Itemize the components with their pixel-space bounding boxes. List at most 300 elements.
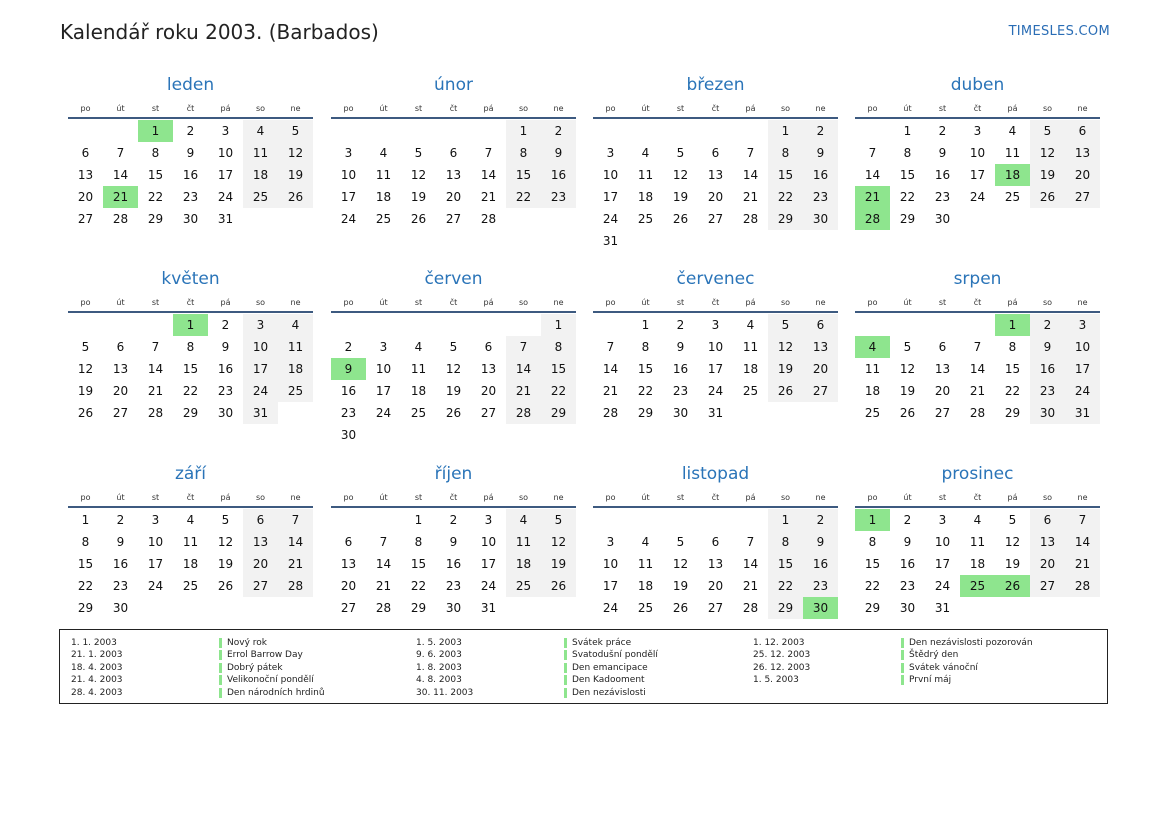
day-cell: 5 [541,509,576,531]
day-cell: 15 [768,164,803,186]
day-cell: 18 [742,362,759,376]
day-cell: 20 [803,358,838,380]
weekday-label: po [867,104,878,113]
day-cell: 1 [641,318,650,332]
day-cell: 5 [1008,513,1017,527]
day-cell: 31 [934,601,951,615]
day-cell: 2 [938,124,947,138]
day-cell: 5 [221,513,230,527]
day-cell: 2 [541,120,576,142]
day-cell: 3 [1065,314,1100,336]
weekday-label: st [414,493,423,502]
day-cell: 14 [278,531,313,553]
weekday-label: út [641,493,650,502]
day-cell: 27 [243,575,278,597]
day-cell: 6 [449,146,458,160]
day-cell: 9 [449,535,458,549]
month-name: září [174,464,207,484]
legend-holiday-name: Errol Barrow Day [219,649,303,661]
day-cell: 2 [1030,314,1065,336]
day-cell: 11 [742,340,759,354]
holiday-day-cell: 18 [995,164,1030,186]
day-cell: 14 [742,168,759,182]
day-cell: 22 [410,579,427,593]
day-cell: 29 [768,208,803,230]
day-cell: 25 [410,406,427,420]
weekday-label: pá [220,104,231,113]
day-cell: 4 [186,513,195,527]
day-cell: 19 [672,190,689,204]
legend-holiday-name: Den nezávislosti pozorován [901,637,1033,649]
day-cell: 18 [375,190,392,204]
weekday-label: so [255,493,266,502]
day-cell: 6 [243,509,278,531]
day-cell: 14 [112,168,129,182]
day-cell: 3 [379,340,388,354]
day-cell: 28 [278,575,313,597]
weekday-label: so [1042,104,1053,113]
weekday-label: so [1042,493,1053,502]
day-cell: 16 [672,362,689,376]
day-cell: 28 [506,402,541,424]
day-cell: 27 [1030,575,1065,597]
day-cell: 12 [445,362,462,376]
weekday-label: ne [290,104,301,113]
day-cell: 3 [344,146,353,160]
day-cell: 29 [637,406,654,420]
day-cell: 20 [1030,553,1065,575]
weekday-label: ne [290,493,301,502]
day-cell: 30 [112,601,129,615]
day-cell: 1 [768,509,803,531]
day-cell: 7 [379,535,388,549]
day-cell: 21 [480,190,497,204]
day-cell: 22 [899,190,916,204]
day-cell: 21 [742,190,759,204]
day-cell: 28 [1065,575,1100,597]
site-link[interactable]: TIMESLES.COM [1008,24,1110,39]
day-cell: 5 [676,535,685,549]
weekday-label: čt [449,298,458,307]
day-cell: 30 [803,208,838,230]
day-cell: 7 [278,509,313,531]
weekday-label: po [605,298,616,307]
day-cell: 27 [1065,186,1100,208]
day-cell: 13 [1030,531,1065,553]
day-cell: 29 [77,601,94,615]
day-cell: 1 [903,124,912,138]
day-cell: 13 [77,168,94,182]
weekday-label: út [116,298,125,307]
day-cell: 25 [1004,190,1021,204]
legend-date: 1. 5. 2003 [753,675,799,686]
day-cell: 14 [969,362,986,376]
day-cell: 5 [414,146,423,160]
day-cell: 8 [903,146,912,160]
day-cell: 19 [768,358,803,380]
day-cell: 11 [506,531,541,553]
day-cell: 13 [243,531,278,553]
day-cell: 24 [340,212,357,226]
day-cell: 23 [672,384,689,398]
day-cell: 14 [1065,531,1100,553]
day-cell: 17 [375,384,392,398]
day-cell: 15 [410,557,427,571]
day-cell: 21 [375,579,392,593]
holiday-day-cell: 1 [138,120,173,142]
day-cell: 11 [864,362,881,376]
weekday-label: so [255,104,266,113]
holiday-legend [59,629,1108,704]
day-cell: 23 [541,186,576,208]
day-cell: 29 [182,406,199,420]
day-cell: 20 [77,190,94,204]
month-header-rule [68,311,313,313]
day-cell: 4 [746,318,755,332]
day-cell: 27 [340,601,357,615]
weekday-label: út [903,298,912,307]
day-cell: 17 [707,362,724,376]
day-cell: 13 [707,168,724,182]
weekday-label: po [605,104,616,113]
day-cell: 18 [506,553,541,575]
day-cell: 24 [969,190,986,204]
day-cell: 17 [217,168,234,182]
day-cell: 29 [410,601,427,615]
weekday-label: pá [1007,104,1018,113]
legend-date: 21. 4. 2003 [71,675,123,686]
day-cell: 19 [445,384,462,398]
day-cell: 10 [375,362,392,376]
day-cell: 18 [637,579,654,593]
day-cell: 7 [746,146,755,160]
day-cell: 9 [1030,336,1065,358]
legend-holiday-name: Den národních hrdinů [219,687,325,699]
day-cell: 31 [217,212,234,226]
weekday-label: út [116,493,125,502]
day-cell: 26 [541,575,576,597]
day-cell: 8 [186,340,195,354]
legend-date: 1. 12. 2003 [753,638,805,648]
weekday-label: út [641,104,650,113]
day-cell: 9 [116,535,125,549]
day-cell: 30 [445,601,462,615]
weekday-label: čt [973,298,982,307]
day-cell: 12 [1030,142,1065,164]
day-cell: 4 [973,513,982,527]
day-cell: 20 [112,384,129,398]
weekday-label: út [903,493,912,502]
day-cell: 22 [864,579,881,593]
weekday-label: čt [449,493,458,502]
day-cell: 30 [934,212,951,226]
day-cell: 24 [480,579,497,593]
day-cell: 14 [506,358,541,380]
day-cell: 29 [1004,406,1021,420]
weekday-label: út [116,104,125,113]
day-cell: 16 [1030,358,1065,380]
day-cell: 8 [768,142,803,164]
day-cell: 15 [864,557,881,571]
day-cell: 12 [1004,535,1021,549]
day-cell: 25 [637,212,654,226]
day-cell: 10 [602,168,619,182]
weekday-label: ne [815,298,826,307]
legend-date: 25. 12. 2003 [753,650,811,661]
day-cell: 12 [278,142,313,164]
day-cell: 29 [147,212,164,226]
weekday-label: pá [1007,493,1018,502]
day-cell: 10 [969,146,986,160]
day-cell: 12 [768,336,803,358]
day-cell: 18 [969,557,986,571]
day-cell: 9 [541,142,576,164]
weekday-label: ne [553,298,564,307]
month-name: červenec [676,269,755,289]
day-cell: 7 [484,146,493,160]
day-cell: 4 [379,146,388,160]
day-cell: 8 [868,535,877,549]
month-header-rule [855,506,1100,508]
day-cell: 2 [803,120,838,142]
day-cell: 7 [116,146,125,160]
legend-date: 26. 12. 2003 [753,662,811,673]
day-cell: 7 [151,340,160,354]
day-cell: 28 [147,406,164,420]
day-cell: 18 [243,164,278,186]
day-cell: 15 [506,164,541,186]
day-cell: 23 [340,406,357,420]
day-cell: 15 [637,362,654,376]
legend-holiday-name: Štědrý den [901,649,958,661]
day-cell: 17 [1065,358,1100,380]
day-cell: 20 [480,384,497,398]
day-cell: 13 [112,362,129,376]
day-cell: 5 [676,146,685,160]
day-cell: 19 [1030,164,1065,186]
day-cell: 31 [243,402,278,424]
holiday-day-cell: 21 [103,186,138,208]
day-cell: 30 [182,212,199,226]
weekday-label: so [518,104,529,113]
day-cell: 21 [147,384,164,398]
day-cell: 29 [864,601,881,615]
legend-holiday-name: Svátek práce [564,637,631,649]
day-cell: 15 [182,362,199,376]
day-cell: 31 [707,406,724,420]
day-cell: 11 [637,557,654,571]
day-cell: 3 [606,535,615,549]
day-cell: 6 [711,146,720,160]
day-cell: 12 [672,557,689,571]
weekday-label: po [867,493,878,502]
day-cell: 15 [1004,362,1021,376]
month-name: prosinec [941,464,1014,484]
day-cell: 25 [864,406,881,420]
day-cell: 3 [151,513,160,527]
day-cell: 8 [768,531,803,553]
day-cell: 12 [541,531,576,553]
day-cell: 20 [707,190,724,204]
day-cell: 2 [186,124,195,138]
day-cell: 17 [147,557,164,571]
day-cell: 22 [541,380,576,402]
month-name: říjen [434,464,473,484]
day-cell: 28 [969,406,986,420]
day-cell: 6 [1030,509,1065,531]
weekday-label: st [151,298,160,307]
day-cell: 5 [278,120,313,142]
legend-date: 18. 4. 2003 [71,662,123,673]
day-cell: 28 [375,601,392,615]
day-cell: 21 [742,579,759,593]
day-cell: 25 [506,575,541,597]
weekday-label: ne [1077,104,1088,113]
day-cell: 6 [1065,120,1100,142]
weekday-label: ne [815,104,826,113]
legend-holiday-name: Nový rok [219,637,267,649]
day-cell: 19 [77,384,94,398]
day-cell: 18 [278,358,313,380]
day-cell: 8 [81,535,90,549]
month-header-rule [593,506,838,508]
day-cell: 23 [899,579,916,593]
day-cell: 7 [868,146,877,160]
day-cell: 6 [938,340,947,354]
weekday-label: pá [745,298,756,307]
legend-date: 1. 1. 2003 [71,638,117,648]
weekday-label: čt [711,493,720,502]
day-cell: 18 [864,384,881,398]
day-cell: 6 [484,340,493,354]
day-cell: 11 [410,362,427,376]
weekday-label: st [151,493,160,502]
month-header-rule [331,117,576,119]
holiday-day-cell: 30 [803,597,838,619]
weekday-label: st [414,298,423,307]
day-cell: 16 [340,384,357,398]
day-cell: 26 [217,579,234,593]
day-cell: 27 [445,212,462,226]
day-cell: 12 [672,168,689,182]
day-cell: 4 [1008,124,1017,138]
day-cell: 14 [480,168,497,182]
day-cell: 21 [506,380,541,402]
legend-date: 9. 6. 2003 [416,650,462,661]
day-cell: 4 [243,120,278,142]
month-name: květen [161,269,220,289]
day-cell: 16 [934,168,951,182]
day-cell: 9 [903,535,912,549]
legend-date: 1. 5. 2003 [416,638,462,648]
day-cell: 9 [221,340,230,354]
day-cell: 24 [707,384,724,398]
weekday-label: po [343,104,354,113]
day-cell: 13 [1065,142,1100,164]
day-cell: 26 [768,380,803,402]
day-cell: 2 [803,509,838,531]
holiday-day-cell: 28 [855,208,890,230]
weekday-label: čt [186,104,195,113]
day-cell: 25 [278,380,313,402]
day-cell: 28 [602,406,619,420]
day-cell: 6 [803,314,838,336]
legend-holiday-name: Svatodušní pondělí [564,649,658,661]
day-cell: 9 [676,340,685,354]
day-cell: 11 [182,535,199,549]
day-cell: 19 [278,164,313,186]
day-cell: 11 [1004,146,1021,160]
day-cell: 16 [803,553,838,575]
day-cell: 10 [1065,336,1100,358]
weekday-label: ne [553,104,564,113]
day-cell: 22 [77,579,94,593]
weekday-label: čt [973,104,982,113]
day-cell: 28 [742,601,759,615]
day-cell: 10 [602,557,619,571]
month-header-rule [855,311,1100,313]
weekday-label: čt [449,104,458,113]
day-cell: 15 [899,168,916,182]
day-cell: 16 [445,557,462,571]
day-cell: 28 [480,212,497,226]
day-cell: 24 [1065,380,1100,402]
day-cell: 7 [746,535,755,549]
weekday-label: st [676,104,685,113]
day-cell: 26 [278,186,313,208]
weekday-label: ne [815,493,826,502]
day-cell: 25 [375,212,392,226]
day-cell: 5 [903,340,912,354]
day-cell: 25 [243,186,278,208]
day-cell: 27 [707,212,724,226]
day-cell: 8 [151,146,160,160]
day-cell: 19 [672,579,689,593]
day-cell: 3 [484,513,493,527]
weekday-label: so [1042,298,1053,307]
day-cell: 28 [112,212,129,226]
legend-holiday-name: Dobrý pátek [219,662,283,674]
day-cell: 23 [803,575,838,597]
day-cell: 3 [606,146,615,160]
weekday-label: čt [711,298,720,307]
month-header-rule [855,117,1100,119]
weekday-label: pá [220,298,231,307]
day-cell: 21 [278,553,313,575]
day-cell: 20 [340,579,357,593]
day-cell: 14 [375,557,392,571]
weekday-label: pá [483,298,494,307]
weekday-label: so [518,493,529,502]
weekday-label: po [80,493,91,502]
day-cell: 30 [899,601,916,615]
weekday-label: po [80,104,91,113]
day-cell: 24 [147,579,164,593]
day-cell: 5 [81,340,90,354]
day-cell: 10 [243,336,278,358]
day-cell: 3 [973,124,982,138]
holiday-day-cell: 26 [995,575,1030,597]
legend-holiday-name: Den nezávislosti [564,687,646,699]
day-cell: 24 [602,601,619,615]
day-cell: 30 [217,406,234,420]
weekday-label: so [780,493,791,502]
day-cell: 10 [934,535,951,549]
weekday-label: st [414,104,423,113]
day-cell: 4 [278,314,313,336]
month-header-rule [68,506,313,508]
day-cell: 31 [480,601,497,615]
